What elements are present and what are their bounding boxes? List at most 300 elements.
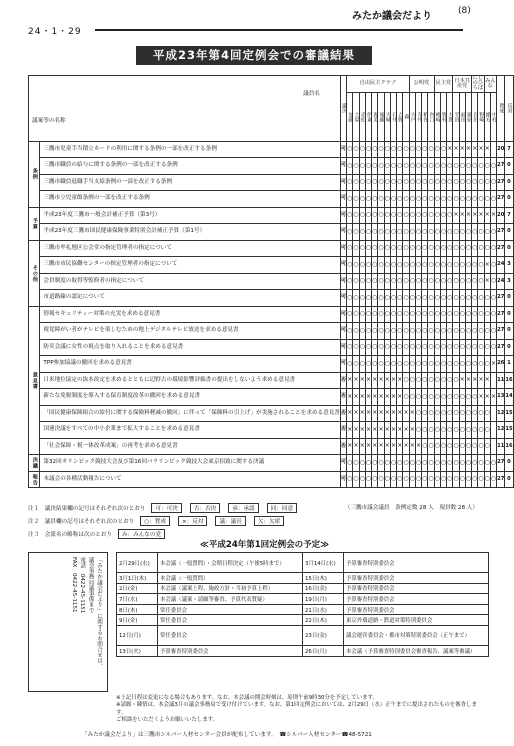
contact-box [28,552,108,692]
vote-cell: ○ [484,306,490,323]
vote-cell: ○ [415,174,421,191]
vote-cell: ○ [440,290,446,307]
no-count: 16 [505,438,513,455]
decision-cell: 可 [340,240,346,257]
vote-cell: ○ [378,455,384,472]
vote-cell: ○ [459,471,465,488]
no-count: 15 [505,422,513,439]
vote-cell: × [390,422,396,439]
vote-cell: ○ [378,290,384,307]
schedule-row [117,625,489,645]
vote-cell: ○ [478,273,484,290]
vote-cell: × [484,389,490,406]
vote-cell: ○ [409,224,415,241]
bill-title: 平成23年度三鷹市一般会計補正予算（第3号） [40,207,340,224]
vote-cell: ○ [390,174,396,191]
vote-cell: ○ [372,273,378,290]
faction-header: 民主党 [434,76,453,93]
vote-cell: ○ [359,356,365,373]
vote-cell: ○ [453,257,459,274]
vote-cell: ○ [397,339,403,356]
vote-cell: ○ [465,422,471,439]
vote-cell: ○ [378,273,384,290]
no-count: 7 [505,141,513,158]
table-corner [29,76,341,142]
vote-cell: ○ [378,141,384,158]
vote-cell: ○ [353,191,359,208]
schedule-event: 予算審査特別委員会 [158,645,303,656]
vote-cell: ○ [403,273,409,290]
no-count: 15 [505,405,513,422]
vote-cell: ○ [397,158,403,175]
bill-title: 日米地位協定の抜本改定を求めるとともに辺野古の環境影響評価書の提出をしないよう求める意見書 [40,372,340,389]
vote-cell: ○ [447,438,453,455]
vote-cell: ○ [390,273,396,290]
vote-cell: ○ [434,356,440,373]
vote-cell: × [397,389,403,406]
vote-cell: ○ [478,438,484,455]
vote-cell: × [453,141,459,158]
vote-cell: ○ [459,224,465,241]
vote-cell: ○ [347,471,353,488]
yes-count: 27 [497,290,505,307]
vote-cell: ○ [478,191,484,208]
yes-count: 26 [497,356,505,373]
table-row [29,323,514,340]
vote-cell: ○ [347,306,353,323]
schedule-row [117,583,489,594]
vote-cell: ○ [365,240,371,257]
bill-title: 視覚障がい者がテレビを楽しむための地上デジタルテレビ放送を求める意見書 [40,323,340,340]
vote-cell: ○ [372,290,378,307]
vote-cell: ○ [372,207,378,224]
vote-cell: ○ [490,224,496,241]
vote-cell: ○ [353,455,359,472]
vote-cell: ○ [409,306,415,323]
vote-cell: ○ [390,323,396,340]
schedule-table [116,552,489,657]
vote-cell: ○ [384,174,390,191]
bill-title: 防災会議に女性の視点を取り入れることを求める意見書 [40,339,340,356]
table-row [29,455,514,472]
vote-cell: ○ [415,273,421,290]
vote-cell: ○ [422,471,428,488]
table-row [29,422,514,439]
vote-cell: ○ [415,158,421,175]
vote-cell: ○ [472,224,478,241]
vote-cell: ○ [434,240,440,257]
vote-cell: ○ [384,141,390,158]
vote-cell: × [353,438,359,455]
vote-cell: ○ [440,273,446,290]
vote-cell: ○ [459,273,465,290]
vote-cell: ○ [478,356,484,373]
vote-cell: ○ [440,389,446,406]
table-row [29,389,514,406]
legend-mark: 議：議長 [215,516,245,526]
vote-cell: ○ [465,158,471,175]
vote-cell: ○ [415,257,421,274]
schedule-event: 東京外環道路・鉄道対策特別委員会 [344,615,489,626]
vote-cell: ○ [390,356,396,373]
vote-cell: ○ [372,240,378,257]
vote-cell: ○ [365,339,371,356]
schedule-date: 23日(金) [303,625,344,645]
table-row [29,306,514,323]
page-title: 平成23年第4回定例会での審議結果 [136,46,372,65]
vote-cell: ○ [472,306,478,323]
vote-cell: ○ [459,306,465,323]
vote-cell: ○ [434,323,440,340]
vote-cell: ○ [422,422,428,439]
vote-cell: ○ [390,339,396,356]
vote-cell: ○ [459,455,465,472]
vote-cell: ○ [453,405,459,422]
vote-cell: × [378,438,384,455]
vote-cell: ○ [440,471,446,488]
bill-title: 三鷹市児童手当積立カードの利用に関する条例の一部を改正する条例 [40,141,340,158]
vote-cell: × [409,438,415,455]
vote-cell: × [372,389,378,406]
vote-cell: ○ [428,224,434,241]
vote-cell: ○ [465,323,471,340]
schedule-event: 本会議（議案上程、施政方針・当初予算上程） [158,583,303,594]
no-count: 0 [505,240,513,257]
vote-cell: ○ [347,141,353,158]
no-count: 0 [505,158,513,175]
vote-cell: ○ [397,455,403,472]
vote-cell: × [484,273,490,290]
schedule-note: ※請願・陳情は、本会議3月の議会事務局で受け付けています。なお、第1回定例会においては、2月29日（水）正午までに提出されたものを審査します。 [116,702,477,716]
vote-cell: ○ [403,471,409,488]
vote-cell: × [372,422,378,439]
no-count: 14 [505,389,513,406]
schedule-event: 常任委員会 [158,615,303,626]
vote-cell: ○ [390,455,396,472]
vote-cell: ○ [384,339,390,356]
vote-cell: ○ [465,224,471,241]
no-count: 0 [505,323,513,340]
vote-cell: ○ [384,323,390,340]
vote-cell: ○ [422,339,428,356]
vote-cell: ○ [453,306,459,323]
table-row [29,158,514,175]
no-count: 3 [505,257,513,274]
no-count: 16 [505,372,513,389]
vote-cell: ○ [347,174,353,191]
table-row [29,240,514,257]
no-count: 1 [505,356,513,373]
vote-cell: ○ [490,191,496,208]
bill-title: 三鷹市職員退職手当支給条例の一部を改正する条例 [40,174,340,191]
vote-cell: ○ [472,257,478,274]
vote-cell: ○ [490,273,496,290]
member-name: 赤松 [359,92,365,141]
vote-cell: ○ [409,207,415,224]
vote-cell: × [353,405,359,422]
vote-cell: × [365,372,371,389]
member-name: 野村 [440,92,446,141]
schedule-date: 15日(木) [303,573,344,584]
vote-cell: ○ [472,191,478,208]
schedule-note: ※上記日程は変更になる場合もあります。なお、本会議の開会時刻は、原則午前9時30分を予定しています。 [116,695,378,701]
category-cell: 意見書 [29,306,40,455]
vote-cell: ○ [440,224,446,241]
vote-cell: ○ [353,356,359,373]
vote-cell: ○ [397,257,403,274]
vote-cell: ○ [365,455,371,472]
vote-cell: ○ [353,323,359,340]
yes-count: 11 [497,372,505,389]
vote-cell: ○ [347,207,353,224]
vote-cell: ○ [440,306,446,323]
vote-cell: ○ [465,257,471,274]
vote-cell: ○ [465,438,471,455]
schedule-row [117,645,489,656]
vote-cell: ○ [440,323,446,340]
vote-cell: ○ [453,422,459,439]
vote-cell: ○ [353,257,359,274]
vote-cell: ○ [453,455,459,472]
legend-mark: 否：否決 [190,503,220,513]
table-row [29,372,514,389]
schedule-date: 12日(月) [117,625,158,645]
vote-cell: ○ [397,471,403,488]
vote-cell: ○ [472,174,478,191]
vote-cell: ○ [440,191,446,208]
yes-count: 11 [497,438,505,455]
vote-cell: ○ [472,438,478,455]
no-count: 0 [505,455,513,472]
header-rule [95,29,463,31]
vote-cell: ○ [428,356,434,373]
vote-cell: ○ [434,290,440,307]
vote-cell: × [365,438,371,455]
vote-cell: ○ [422,389,428,406]
decision-cell: 可 [340,455,346,472]
vote-cell: ○ [359,191,365,208]
decision-cell: 否 [340,422,346,439]
vote-cell: ○ [415,240,421,257]
table-row [29,224,514,241]
vote-cell: ○ [372,306,378,323]
vote-cell: ○ [403,141,409,158]
vote-cell: ○ [403,174,409,191]
vote-cell: ○ [484,191,490,208]
vote-cell: × [484,372,490,389]
vote-cell: ○ [434,339,440,356]
vote-cell: ○ [347,323,353,340]
no-count: 0 [505,191,513,208]
vote-cell: ○ [415,422,421,439]
vote-cell: ○ [478,455,484,472]
vote-cell: ○ [422,191,428,208]
vote-cell: ○ [359,224,365,241]
vote-cell: ○ [447,339,453,356]
vote-cell: × [459,372,465,389]
vote-cell: × [390,372,396,389]
vote-cell: ○ [415,306,421,323]
vote-cell: ○ [359,257,365,274]
vote-cell: ○ [415,372,421,389]
vote-cell: ○ [459,158,465,175]
vote-cell: ○ [384,290,390,307]
vote-cell: ○ [478,290,484,307]
vote-cell: ○ [415,141,421,158]
vote-cell: ○ [409,158,415,175]
corner-top: 議員名 [303,90,320,97]
vote-cell: ○ [428,240,434,257]
vote-cell: ○ [428,207,434,224]
vote-cell: ○ [403,240,409,257]
vote-cell: ○ [434,422,440,439]
yes-count: 24 [497,273,505,290]
vote-cell: × [403,422,409,439]
vote-cell: ○ [440,455,446,472]
schedule-event: 議会運営委員会・都市対策特別委員会（正午まで） [344,625,489,645]
vote-cell: × [453,207,459,224]
vote-cell: ○ [459,257,465,274]
vote-cell: ○ [447,356,453,373]
vote-cell: × [409,422,415,439]
schedule-date: 3月1日(木) [117,573,158,584]
vote-cell: ○ [428,389,434,406]
vote-cell: × [472,207,478,224]
vote-cell: ○ [422,207,428,224]
vote-cell: × [484,257,490,274]
vote-cell: ○ [428,422,434,439]
vote-cell: × [465,207,471,224]
vote-cell: ○ [447,240,453,257]
vote-cell: ○ [478,158,484,175]
decision-cell: 可 [340,141,346,158]
category-cell: 条例 [29,141,40,207]
vote-cell: ○ [490,290,496,307]
vote-cell: ○ [347,191,353,208]
vote-cell: ○ [372,191,378,208]
vote-cell: ○ [390,306,396,323]
faction-header: にじのひろば [472,75,484,92]
schedule-event: 常任委員会 [158,625,303,645]
schedule-date: 3月14日(水) [303,553,344,573]
vote-cell: ○ [415,191,421,208]
vote-cell: ○ [484,422,490,439]
legend-mark: ○：賛成 [140,516,170,526]
vote-cell: ○ [453,174,459,191]
vote-cell: × [359,405,365,422]
vote-cell: × [347,372,353,389]
vote-cell: ○ [434,471,440,488]
vote-cell: × [478,207,484,224]
schedule-date: 16日(金) [303,583,344,594]
schedule-date: 13日(火) [117,645,158,656]
contact-line: FAX 0422-45-1151 [70,557,77,613]
schedule-row [117,553,489,573]
vote-cell: ○ [428,191,434,208]
vote-cell: × [384,389,390,406]
vote-cell: × [397,438,403,455]
vote-cell: ○ [459,389,465,406]
vote-cell: ○ [484,455,490,472]
vote-cell: ○ [378,306,384,323]
no-count: 0 [505,174,513,191]
table-row [29,257,514,274]
member-name: 渥美 [372,92,378,141]
yes-count: 12 [497,422,505,439]
vote-cell: ○ [472,455,478,472]
vote-cell: × [384,438,390,455]
vote-cell: ○ [472,422,478,439]
vote-cell: ○ [372,455,378,472]
contact-line: 「みたか議会だより」に関するお問合せは、 [96,557,102,669]
vote-cell: ○ [447,306,453,323]
vote-cell: ○ [422,290,428,307]
vote-cell: ○ [465,306,471,323]
vote-cell: ○ [484,339,490,356]
vote-cell: ○ [434,158,440,175]
member-name: 中村 [490,92,496,141]
vote-cell: ○ [490,174,496,191]
vote-cell: ○ [422,455,428,472]
vote-cell: ○ [428,323,434,340]
no-count: 0 [505,471,513,488]
vote-cell: × [372,405,378,422]
vote-cell: ○ [353,290,359,307]
vote-cell: × [447,141,453,158]
vote-cell: ○ [397,174,403,191]
table-row [29,191,514,208]
vote-cell: ○ [453,240,459,257]
decision-cell: 可 [340,257,346,274]
vote-cell: ○ [478,323,484,340]
vote-cell: ○ [440,438,446,455]
vote-cell: ○ [384,158,390,175]
vote-cell: ○ [434,174,440,191]
vote-cell: ○ [459,191,465,208]
member-name: 野崎 [478,92,484,141]
vote-cell: ○ [428,273,434,290]
vote-cell: ○ [447,290,453,307]
decision-cell: 可 [340,191,346,208]
schedule-event: 予算審査特別委員会 [344,594,489,605]
vote-cell: ○ [390,158,396,175]
vote-cell: ○ [472,405,478,422]
vote-cell: ○ [372,174,378,191]
vote-cell: ○ [409,273,415,290]
vote-cell: ○ [384,240,390,257]
vote-cell: × [378,389,384,406]
yes-count: 27 [497,174,505,191]
schedule-note: ご相談をいただくようお願いいたします。 [116,716,218,723]
vote-cell: ○ [440,356,446,373]
vote-cell: ○ [409,191,415,208]
member-name: 栗原 [465,92,471,141]
vote-cell: ○ [465,339,471,356]
vote-cell: ○ [422,356,428,373]
bill-title: 三鷹市市民協働センターの指定管理者の指定について [40,257,340,274]
no-count: 0 [505,290,513,307]
vote-cell: ○ [397,356,403,373]
bill-title: 平成23年度三鷹市国民健康保険事業特別会計補正予算（第1号） [40,224,340,241]
member-name: 吉野 [397,92,403,141]
no-count: 0 [505,339,513,356]
vote-cell: ○ [415,471,421,488]
vote-cell: ○ [378,240,384,257]
vote-cell: ○ [447,191,453,208]
vote-cell: × [359,389,365,406]
vote-cell: × [390,438,396,455]
vote-cell: ○ [490,339,496,356]
